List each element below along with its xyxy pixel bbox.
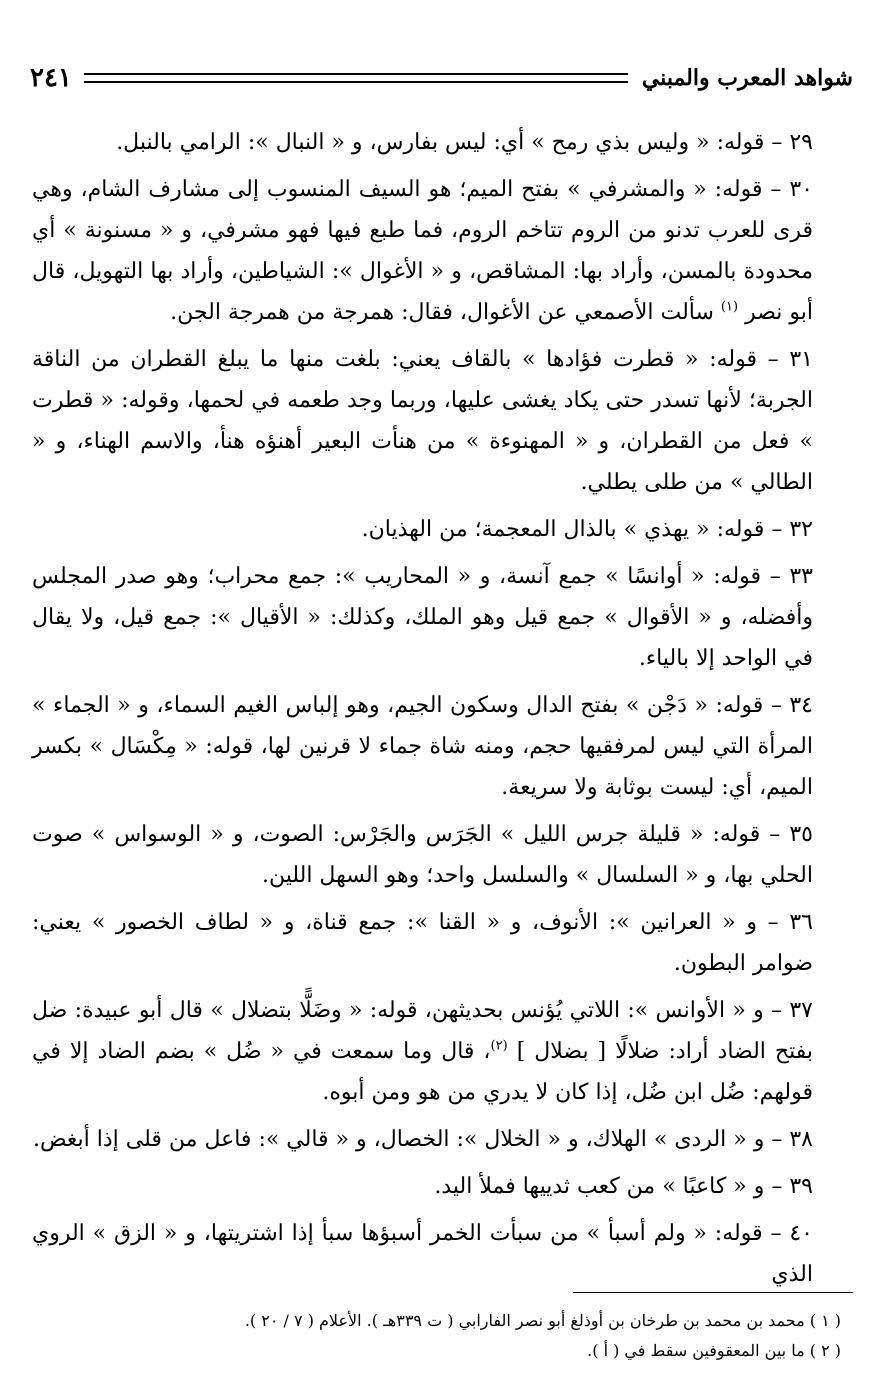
footnote-ref-1: (١): [720, 299, 739, 315]
entry-text-continued: سألت الأصمعي عن الأغوال، فقال: همرجة من همرجة الجن.: [170, 300, 714, 325]
footnote-2: ( ٢ ) ما بين المعقوفين سقط في ( أ ).: [587, 1341, 841, 1360]
entry-40: [32, 1213, 853, 1295]
entry-text: ٣٤ – قوله: « دَجْن » بفتح الدال وسكون الجيم، وهو إلباس الغيم السماء، و « الجماء » المرأة التي ليس لمرفقيها حجم، ومنه شاة جماء لا قرنين لها، قوله: « مِكْسَال » بكسر الميم، أي: ليست بوثابة ولا سريعة.: [32, 693, 813, 800]
entry-text: ٣٣ – قوله: « أوانسًا » جمع آنسة، و « المحاريب »: جمع محراب؛ وهو صدر المجلس وأفضله، و « الأقوال » جمع قيل وهو الملك، وكذلك: « الأقيال »: جمع قيل، ولا يقال في الواحد إلا بالياء.: [32, 564, 813, 671]
entry-32: [32, 509, 853, 550]
entry-text: ٣٧ – و « الأوانس »: اللاتي يُؤنس بحديثهن، قوله: « وضَلًّا بتضلال » قال أبو عبيدة: ضل بفتح الضاد أراد: ضلالًا [ بضلال ]: [32, 998, 814, 1064]
entry-text: ٣٥ – قوله: « قليلة جرس الليل » الجَرَس والجَرْس: الصوت، و « الوسواس » صوت الحلي بها، و « السلسال » والسلسل واحد؛ وهو السهل اللين.: [32, 822, 813, 888]
header-double-rule: [84, 73, 628, 83]
entry-text: ٣٠ – قوله: « والمشرفي » بفتح الميم؛ هو السيف المنسوب إلى مشارف الشام، وهي قرى للعرب تدنو من الروم تتاخم الروم، فما طبع فيها فهو مشرفي، و « مسنونة » أي محدودة بالمسن، وأراد بها: المشاقص، و « الأغوال »: الشياطين، وأراد بها التهويل، قال أبو نصر: [32, 177, 813, 325]
entry-38: [32, 1119, 853, 1160]
entry-text: ٣٦ – و « العرانين »: الأنوف، و « القنا »: جمع قناة، و « لطاف الخصور » يعني: ضوامر البطون.: [32, 910, 813, 976]
entry-39: [32, 1166, 853, 1207]
entry-36: [32, 902, 853, 984]
footnotes: [32, 1306, 853, 1366]
entry-35: [32, 814, 853, 896]
entry-text: ٣٩ – و « كاعبًا » من كعب ثدييها فملأ اليد.: [434, 1174, 813, 1199]
entry-text: ٢٩ – قوله: « وليس بذي رمح » أي: ليس بفارس، و « النبال »: الرامي بالنبل.: [116, 130, 813, 155]
footnote-ref-2: (٢): [490, 1038, 508, 1054]
body-text: [32, 122, 853, 1301]
entry-text: ٣٨ – و « الردى » الهلاك، و « الخلال »: الخصال، و « قالي »: فاعل من قلى إذا أبغض.: [32, 1127, 813, 1152]
entry-34: [32, 685, 853, 808]
entry-31: [32, 339, 853, 503]
running-header: [30, 58, 853, 98]
entry-29: [32, 122, 853, 163]
page-number: ٢٤١: [30, 63, 72, 93]
entry-text: ٣١ – قوله: « قطرت فؤادها » بالقاف يعني: بلغت منها ما يبلغ القطران من الناقة الجربة؛ لأنها تسدر حتى يكاد يغشى عليها، وربما وجد طعمه في لحمها، وقوله: « قطرت » فعل من القطران، و « المهنوءة » من هنأت البعير أهنؤه هنأ، والاسم الهناء، و « الطالي » من طلى يطلي.: [32, 347, 813, 495]
entry-text: ٣٢ – قوله: « يهذي » بالذال المعجمة؛ من الهذيان.: [361, 517, 813, 542]
entry-33: [32, 556, 853, 679]
running-title: شواهد المعرب والمبني: [641, 65, 853, 91]
footnote-separator: [573, 1292, 853, 1293]
entry-text: ٤٠ – قوله: « ولم أسبأ » من سبأت الخمر أسبؤها سبأ إذا اشتريتها، و « الزق » الروي الذي: [32, 1221, 813, 1287]
footnote-1: ( ١ ) محمد بن محمد بن طرخان بن أوذلغ أبو نصر الفارابي ( ت ٣٣٩هـ ). الأعلام ( ٧ / ٢٠ ).: [244, 1311, 841, 1330]
entry-30: [32, 169, 853, 333]
entry-text-continued: ، قال وما سمعت في « ضُل » بضم الضاد إلا في قولهم: ضُل ابن ضُل، إذا كان لا يدري من هو ومن أبوه.: [32, 1039, 813, 1105]
entry-37: [32, 990, 853, 1113]
